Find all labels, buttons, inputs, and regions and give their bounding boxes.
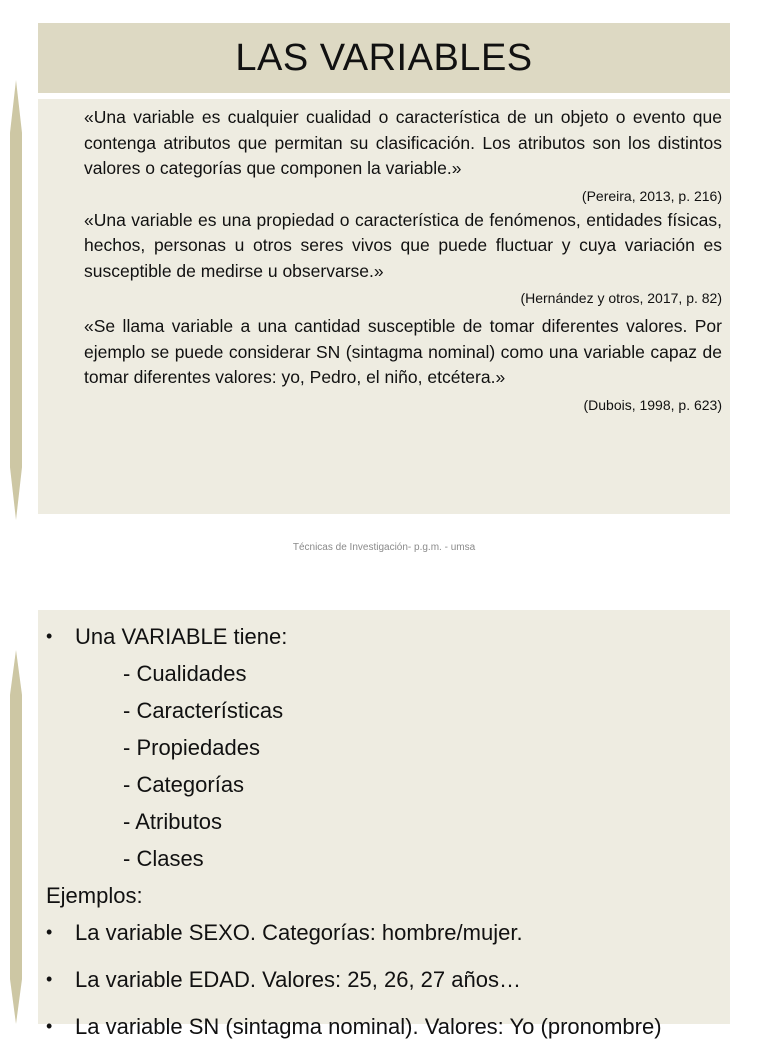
bullet-item [46,961,730,1008]
quote-citation: (Hernández y otros, 2017, p. 82) [520,290,722,306]
examples-label: Ejemplos: [46,883,143,908]
bullet-item [46,1008,730,1055]
slide-decoration [10,80,22,520]
sub-item: - Categorías [123,772,245,797]
bullet-text: La variable SN (sintagma nominal). Valores: Yo (pronombre) [75,1014,662,1039]
quote-citation: (Dubois, 1998, p. 623) [583,396,722,413]
sub-item: - Clases [123,846,204,871]
slide-body [38,99,730,514]
sub-item: - Atributos [123,809,223,834]
bullet-item [46,618,730,655]
bullet-icon: • [46,922,53,942]
slide-title-bar [38,23,730,93]
quote-text: «Se llama variable a una cantidad susceptible de tomar diferentes valores. Por ejemplo se puede considerar SN (sintagma nominal) como una variable capaz de tomar diferentes valores: yo, Pedro, el niño, etcétera.» [84,316,722,387]
sub-item: - Características [123,698,284,723]
quote-text: «Una variable es cualquier cualidad o característica de un objeto o evento que contenga atributos que permitan su clasificación. Los atributos son los distintos valores o categorías que componen la variable.» [84,107,722,178]
bullet-icon: • [46,626,53,646]
bullet-text: La variable EDAD. Valores: 25, 26, 27 años… [75,967,521,992]
bullet-text: Una VARIABLE tiene: [75,624,288,649]
sub-item: - Propiedades [123,735,260,760]
bullet-icon: • [46,969,53,989]
slide-footer: Técnicas de Investigación- p.g.m. - umsa [292,542,476,553]
slide-decoration [10,650,22,1024]
quote-citation: (Pereira, 2013, p. 216) [581,187,722,204]
bullet-icon: • [46,1016,53,1036]
slide-2 [38,610,730,1039]
quote-text: «Una variable es una propiedad o característica de fenómenos, entidades físicas, hechos, personas u otros seres vivos que puede fluctuar y cuya variación es susceptible de medirse u observarse.» [84,209,722,281]
bullet-text: La variable SEXO. Categorías: hombre/mujer. [75,920,523,945]
slide-title: LAS VARIABLES [235,36,533,79]
sub-item: - Cualidades [123,661,247,686]
bullet-item [46,914,730,961]
